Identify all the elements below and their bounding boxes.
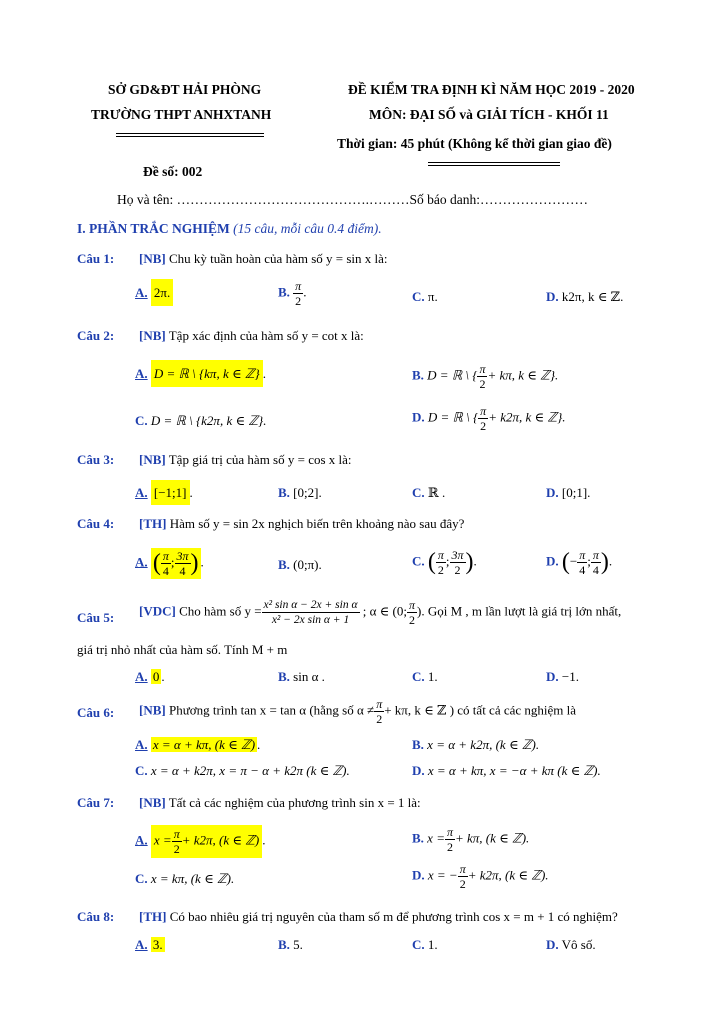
q8-label: Câu 8: [77, 909, 115, 924]
q6-text: + kπ, k ∈ ℤ ) có tất cả các nghiệm là [384, 702, 577, 718]
q4-stem [139, 516, 464, 532]
option-letter: A. [135, 669, 148, 684]
q8-text: Có bao nhiêu giá trị nguyên của tham số m để phương trình cos x = m + 1 có nghiệm? [169, 909, 618, 924]
q3-tag: [NB] [139, 452, 166, 467]
q8-tag: [TH] [139, 909, 167, 924]
option-text: 2π. [151, 279, 173, 306]
option-letter: B. [278, 284, 290, 300]
option-letter: C. [135, 413, 148, 428]
option-letter: C. [412, 669, 425, 684]
frac-num: 3π [176, 549, 189, 563]
q6-text: Phương trình tan x = tan α (hằng số α ≠ [168, 702, 375, 718]
q3-text: Tập giá trị của hàm số y = cos x là: [168, 452, 352, 467]
q7-option-a[interactable]: A. x = $\frac{\pi}{2}$ + k2π, (k ∈ ℤ) . [135, 827, 266, 856]
frac-num: 3π [451, 548, 464, 562]
frac-num: x² sin α − 2x + sin α [263, 599, 358, 611]
q5-stem-line2: giá trị nhỏ nhất của hàm số. Tính M + m [77, 642, 288, 657]
option-letter: B. [412, 737, 424, 752]
option-letter: D. [412, 867, 425, 883]
subject-title: MÔN: ĐẠI SỐ và GIẢI TÍCH - KHỐI 11 [369, 107, 609, 122]
option-text: D = ℝ \ { [427, 367, 478, 383]
q5-text: ; α ∈ (0; [362, 603, 407, 619]
q1-option-b[interactable]: B. $\frac{\pi}{2}$ . [278, 279, 307, 308]
q8-stem [139, 909, 618, 925]
frac-num: π [592, 548, 599, 562]
option-text: [0;1]. [561, 485, 591, 500]
frac-num: π [295, 279, 302, 293]
option-letter: B. [412, 367, 424, 383]
option-text: + k2π, (k ∈ ℤ) [181, 832, 260, 848]
q2-option-d[interactable] [412, 404, 566, 433]
frac-den: 2 [480, 419, 487, 433]
q2-option-b[interactable] [412, 362, 558, 391]
q7-option-d[interactable] [412, 862, 549, 891]
frac-den: 2 [454, 563, 461, 577]
divider [428, 162, 560, 163]
option-text: + k2π, (k ∈ ℤ). [467, 867, 549, 883]
q1-stem [139, 251, 388, 267]
q3-option-a[interactable]: A. [−1;1] . [135, 485, 193, 501]
q2-text: Tập xác định của hàm số y = cot x là: [168, 328, 364, 343]
option-text: 0 [152, 669, 160, 684]
q3-stem [139, 452, 352, 468]
option-letter: D. [412, 763, 425, 778]
option-text: Vô số. [561, 937, 596, 952]
school-name: TRƯỜNG THPT ANHXTANH [91, 107, 272, 122]
q7-option-c[interactable] [135, 871, 234, 887]
frac-den: 2 [295, 294, 302, 308]
divider [116, 136, 264, 137]
option-text: + kπ, k ∈ ℤ}. [487, 367, 559, 383]
option-letter: B. [412, 830, 424, 846]
option-letter: D. [546, 937, 559, 952]
q5-label: Câu 5: [77, 610, 115, 625]
q1-tag: [NB] [139, 251, 166, 266]
q4-tag: [TH] [139, 516, 167, 531]
option-text: D = ℝ \ {kπ, k ∈ ℤ} [151, 360, 263, 387]
option-text: [0;2]. [293, 485, 322, 500]
q6-option-a[interactable]: A. x = α + kπ, (k ∈ ℤ) . [135, 737, 261, 752]
frac-den: 4 [179, 564, 186, 578]
option-text: + kπ, (k ∈ ℤ). [454, 830, 530, 846]
option-letter: B. [278, 669, 290, 684]
option-letter: B. [278, 557, 290, 572]
frac-num: π [437, 548, 444, 562]
option-letter: A. [135, 737, 148, 752]
q7-option-b[interactable] [412, 825, 529, 854]
frac-num: π [479, 362, 486, 376]
exam-title: ĐỀ KIỂM TRA ĐỊNH KÌ NĂM HỌC 2019 - 2020 [348, 82, 635, 97]
q1-label: Câu 1: [77, 251, 115, 266]
section-note: (15 câu, mỗi câu 0.4 điểm). [233, 221, 382, 236]
q5-option-b[interactable] [278, 669, 325, 685]
option-letter: C. [135, 871, 148, 886]
q5-option-c[interactable] [412, 669, 438, 685]
q4-label: Câu 4: [77, 516, 115, 531]
q5-tag: [VDC] [139, 603, 176, 619]
frac-den: x² − 2x sin α + 1 [271, 614, 350, 626]
section-heading [77, 221, 382, 237]
option-text: D = ℝ \ { [427, 409, 479, 425]
q3-option-c[interactable] [412, 485, 445, 501]
dept-name: SỞ GD&ĐT HẢI PHÒNG [108, 82, 262, 97]
q1-option-c[interactable] [412, 289, 438, 305]
option-letter: C. [412, 553, 425, 569]
option-letter: D. [546, 289, 559, 304]
q5-option-d[interactable] [546, 669, 579, 685]
option-text: 5. [293, 937, 303, 952]
option-text: ℝ . [427, 485, 446, 500]
q6-option-c[interactable] [135, 763, 350, 779]
q7-label: Câu 7: [77, 795, 115, 810]
q6-tag: [NB] [139, 702, 166, 718]
q8-option-a[interactable] [135, 937, 165, 953]
option-letter: D. [546, 485, 559, 500]
q3-option-d[interactable] [546, 485, 590, 501]
option-text: x = α + kπ, (k ∈ ℤ) [152, 737, 256, 752]
frac-num: π [579, 548, 586, 562]
time-note: Thời gian: 45 phút (Không kể thời gian giao đề) [337, 136, 612, 151]
q2-label: Câu 2: [77, 328, 115, 343]
frac-den: 2 [376, 712, 383, 726]
q2-option-a[interactable]: A. D = ℝ \ {kπ, k ∈ ℤ} . [135, 366, 266, 382]
option-text: 1. [427, 937, 438, 952]
q8-option-d[interactable] [546, 937, 596, 953]
frac-den: 2 [459, 877, 466, 891]
option-letter: C. [412, 289, 425, 304]
q5-text: Cho hàm số y = [179, 603, 262, 619]
q6-option-d[interactable] [412, 763, 601, 779]
frac-den: 2 [173, 842, 180, 856]
exam-code: Đề số: 002 [143, 164, 203, 179]
option-text: (0;π). [293, 557, 322, 572]
q2-tag: [NB] [139, 328, 166, 343]
option-text: x = [153, 832, 172, 848]
frac-den: 4 [592, 563, 599, 577]
q6-label: Câu 6: [77, 705, 115, 720]
option-letter: A. [135, 832, 148, 848]
q6-stem [139, 697, 576, 726]
frac-den: 4 [162, 564, 169, 578]
q5-text: ). Gọi M , m lần lượt là giá trị lớn nhất, [417, 603, 622, 619]
option-letter: A. [135, 366, 148, 381]
option-text: x = kπ, (k ∈ ℤ). [150, 871, 235, 886]
option-text: 1. [427, 669, 438, 684]
q4-text: Hàm số y = sin 2x nghịch biến trên khoảng nào sau đây? [169, 516, 465, 531]
q3-option-b[interactable] [278, 485, 322, 501]
frac-num: π [446, 825, 453, 839]
option-letter: D. [546, 669, 559, 684]
q1-option-a[interactable] [135, 285, 173, 301]
option-letter: D. [546, 553, 559, 569]
option-text: [−1;1] [151, 480, 190, 505]
option-text: x = [427, 830, 445, 846]
q7-text: Tất cả các nghiệm của phương trình sin x = 1 là: [168, 795, 421, 810]
q2-option-c[interactable] [135, 413, 266, 429]
q4-option-d[interactable]: D. (− $\frac{\pi}{4}$ ; $\frac{\pi}{4}$ ). [546, 548, 613, 577]
option-text: x = α + kπ, x = −α + kπ (k ∈ ℤ). [427, 763, 601, 778]
q5-option-a[interactable]: A. 0 . [135, 669, 165, 684]
q1-option-d[interactable] [546, 289, 623, 305]
q1-text: Chu kỳ tuần hoàn của hàm số y = sin x là: [168, 251, 388, 266]
option-text: + k2π, k ∈ ℤ}. [488, 409, 566, 425]
option-letter: A. [135, 285, 148, 300]
q6-option-b[interactable] [412, 737, 539, 753]
option-text: x = − [427, 867, 458, 883]
q4-option-a[interactable]: A. ( $\frac{\pi}{4}$ ; $\frac{3\pi}{4}$ ) . [135, 549, 204, 578]
option-text: π. [427, 289, 438, 304]
frac-den: 2 [446, 840, 453, 854]
divider [428, 165, 560, 166]
option-letter: B. [278, 937, 290, 952]
q8-option-b[interactable] [278, 937, 303, 953]
option-letter: C. [135, 763, 148, 778]
frac-num: π [162, 549, 169, 563]
frac-num: π [459, 862, 466, 876]
option-letter: A. [135, 485, 148, 500]
q4-option-b[interactable] [278, 557, 322, 573]
option-text: D = ℝ \ {k2π, k ∈ ℤ}. [150, 413, 267, 428]
option-letter: C. [412, 485, 425, 500]
option-text: k2π, k ∈ ℤ. [561, 289, 624, 304]
section-title: I. PHẦN TRẮC NGHIỆM [77, 221, 230, 236]
q3-label: Câu 3: [77, 452, 115, 467]
frac-den: 2 [409, 613, 415, 627]
option-text: x = α + k2π, (k ∈ ℤ). [427, 737, 540, 752]
frac-num: π [409, 598, 416, 612]
option-letter: A. [135, 937, 148, 952]
option-text: 3. [152, 937, 163, 952]
frac-den: 2 [479, 377, 486, 391]
option-letter: C. [412, 937, 425, 952]
frac-num: π [480, 404, 487, 418]
option-letter: D. [412, 409, 425, 425]
divider [116, 133, 264, 134]
q8-option-c[interactable] [412, 937, 438, 953]
option-text: sin α . [293, 669, 325, 684]
frac-den: 4 [579, 563, 586, 577]
q5-stem [139, 598, 621, 627]
q4-option-c[interactable]: C. ( $\frac{\pi}{2}$ ; $\frac{3\pi}{2}$ ). [412, 548, 477, 577]
frac-num: π [376, 697, 383, 711]
q2-stem [139, 328, 364, 344]
option-letter: A. [135, 554, 148, 570]
option-text: −1. [561, 669, 579, 684]
frac-den: 2 [437, 563, 444, 577]
frac-num: π [173, 827, 180, 841]
q7-stem [139, 795, 421, 811]
option-text: x = α + k2π, x = π − α + k2π (k ∈ ℤ). [150, 763, 350, 778]
name-line: Họ và tên: …………………………………….………Số báo danh:…………………… [117, 192, 588, 207]
q7-tag: [NB] [139, 795, 166, 810]
option-letter: B. [278, 485, 290, 500]
